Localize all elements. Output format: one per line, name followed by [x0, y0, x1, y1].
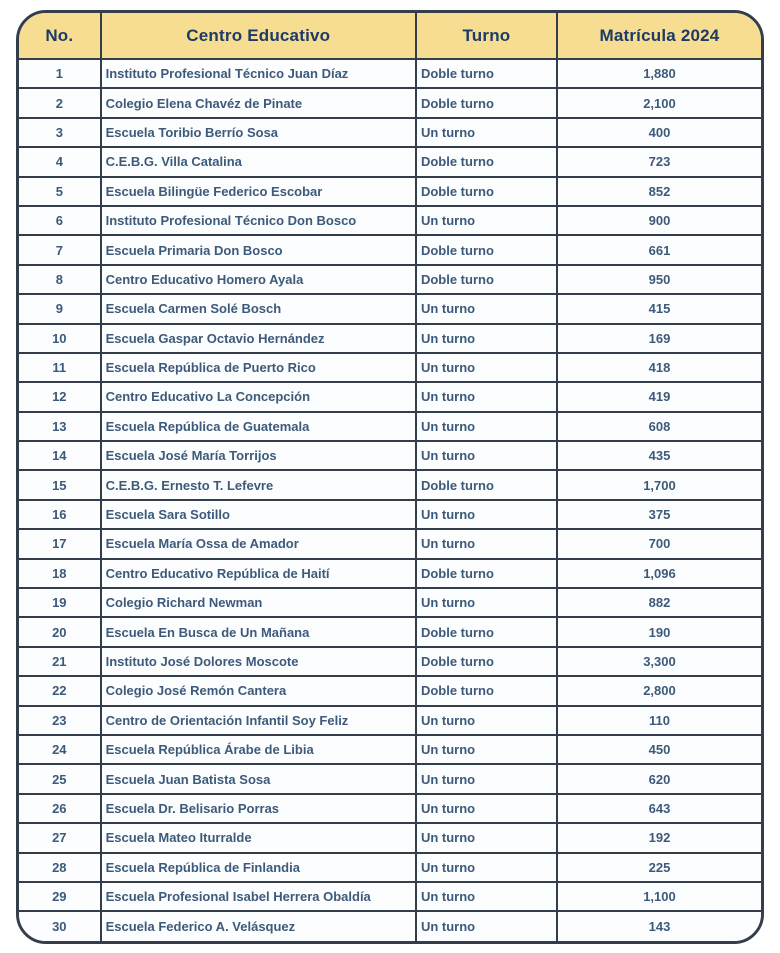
cell-centro: Escuela Bilingüe Federico Escobar: [101, 177, 416, 206]
cell-centro: Escuela En Busca de Un Mañana: [101, 617, 416, 646]
table-row: [19, 764, 761, 793]
cell-no: 28: [19, 853, 101, 882]
cell-centro: Colegio José Remón Cantera: [101, 676, 416, 705]
cell-centro: C.E.B.G. Ernesto T. Lefevre: [101, 470, 416, 499]
cell-centro: Escuela Primaria Don Bosco: [101, 235, 416, 264]
table-row: [19, 529, 761, 558]
column-header-turno: Turno: [416, 13, 557, 59]
cell-no: 24: [19, 735, 101, 764]
cell-matricula: 225: [557, 853, 761, 882]
cell-matricula: 110: [557, 706, 761, 735]
cell-no: 18: [19, 559, 101, 588]
cell-no: 1: [19, 59, 101, 88]
table-row: [19, 353, 761, 382]
table-header: [19, 13, 761, 59]
cell-turno: Un turno: [416, 500, 557, 529]
cell-matricula: 190: [557, 617, 761, 646]
cell-no: 20: [19, 617, 101, 646]
table-row: [19, 559, 761, 588]
cell-turno: Un turno: [416, 794, 557, 823]
cell-turno: Un turno: [416, 206, 557, 235]
cell-turno: Doble turno: [416, 235, 557, 264]
cell-turno: Un turno: [416, 823, 557, 852]
table-row: [19, 206, 761, 235]
cell-turno: Un turno: [416, 382, 557, 411]
cell-no: 15: [19, 470, 101, 499]
table-row: [19, 911, 761, 941]
cell-matricula: 2,800: [557, 676, 761, 705]
cell-matricula: 418: [557, 353, 761, 382]
cell-turno: Un turno: [416, 412, 557, 441]
table-row: [19, 412, 761, 441]
cell-turno: Doble turno: [416, 559, 557, 588]
cell-centro: Colegio Elena Chavéz de Pinate: [101, 88, 416, 117]
cell-matricula: 375: [557, 500, 761, 529]
cell-turno: Doble turno: [416, 617, 557, 646]
cell-turno: Un turno: [416, 324, 557, 353]
cell-no: 29: [19, 882, 101, 911]
cell-centro: Instituto José Dolores Moscote: [101, 647, 416, 676]
table-row: [19, 588, 761, 617]
table-row: [19, 676, 761, 705]
cell-turno: Doble turno: [416, 177, 557, 206]
cell-matricula: 1,880: [557, 59, 761, 88]
cell-centro: Escuela Mateo Iturralde: [101, 823, 416, 852]
table-row: [19, 823, 761, 852]
table-row: [19, 294, 761, 323]
cell-matricula: 852: [557, 177, 761, 206]
cell-matricula: 620: [557, 764, 761, 793]
table-row: [19, 470, 761, 499]
table-row: [19, 617, 761, 646]
cell-turno: Doble turno: [416, 647, 557, 676]
cell-no: 8: [19, 265, 101, 294]
cell-turno: Un turno: [416, 353, 557, 382]
cell-no: 27: [19, 823, 101, 852]
cell-turno: Doble turno: [416, 470, 557, 499]
cell-centro: C.E.B.G. Villa Catalina: [101, 147, 416, 176]
cell-no: 11: [19, 353, 101, 382]
table-row: [19, 382, 761, 411]
cell-no: 25: [19, 764, 101, 793]
cell-centro: Instituto Profesional Técnico Juan Díaz: [101, 59, 416, 88]
cell-turno: Doble turno: [416, 676, 557, 705]
cell-turno: Un turno: [416, 764, 557, 793]
cell-centro: Escuela Juan Batista Sosa: [101, 764, 416, 793]
cell-matricula: 1,100: [557, 882, 761, 911]
cell-no: 23: [19, 706, 101, 735]
table-row: [19, 647, 761, 676]
cell-matricula: 723: [557, 147, 761, 176]
table-row: [19, 500, 761, 529]
cell-centro: Escuela María Ossa de Amador: [101, 529, 416, 558]
table-row: [19, 59, 761, 88]
column-header-centro: Centro Educativo: [101, 13, 416, 59]
cell-no: 9: [19, 294, 101, 323]
cell-matricula: 3,300: [557, 647, 761, 676]
cell-turno: Un turno: [416, 441, 557, 470]
cell-centro: Escuela República de Guatemala: [101, 412, 416, 441]
cell-matricula: 450: [557, 735, 761, 764]
cell-centro: Escuela República de Puerto Rico: [101, 353, 416, 382]
table-row: [19, 794, 761, 823]
cell-matricula: 169: [557, 324, 761, 353]
cell-no: 21: [19, 647, 101, 676]
table-header-row: [19, 13, 761, 59]
cell-no: 26: [19, 794, 101, 823]
table-body: [19, 59, 761, 941]
table-row: [19, 882, 761, 911]
cell-centro: Escuela Sara Sotillo: [101, 500, 416, 529]
cell-turno: Un turno: [416, 706, 557, 735]
cell-centro: Escuela Gaspar Octavio Hernández: [101, 324, 416, 353]
cell-turno: Un turno: [416, 118, 557, 147]
cell-no: 17: [19, 529, 101, 558]
cell-matricula: 419: [557, 382, 761, 411]
cell-matricula: 143: [557, 911, 761, 941]
cell-no: 2: [19, 88, 101, 117]
table-row: [19, 235, 761, 264]
cell-matricula: 643: [557, 794, 761, 823]
cell-centro: Escuela Carmen Solé Bosch: [101, 294, 416, 323]
cell-turno: Doble turno: [416, 59, 557, 88]
column-header-matricula: Matrícula 2024: [557, 13, 761, 59]
cell-no: 6: [19, 206, 101, 235]
cell-no: 10: [19, 324, 101, 353]
cell-no: 13: [19, 412, 101, 441]
cell-centro: Escuela República Árabe de Libia: [101, 735, 416, 764]
cell-matricula: 882: [557, 588, 761, 617]
cell-matricula: 1,096: [557, 559, 761, 588]
table-row: [19, 118, 761, 147]
cell-turno: Un turno: [416, 882, 557, 911]
cell-turno: Doble turno: [416, 88, 557, 117]
cell-no: 7: [19, 235, 101, 264]
cell-centro: Escuela Federico A. Velásquez: [101, 911, 416, 941]
cell-matricula: 435: [557, 441, 761, 470]
cell-turno: Un turno: [416, 853, 557, 882]
cell-no: 14: [19, 441, 101, 470]
table-row: [19, 853, 761, 882]
cell-turno: Un turno: [416, 735, 557, 764]
cell-no: 12: [19, 382, 101, 411]
cell-centro: Centro Educativo Homero Ayala: [101, 265, 416, 294]
cell-no: 3: [19, 118, 101, 147]
cell-no: 16: [19, 500, 101, 529]
cell-centro: Centro Educativo República de Haití: [101, 559, 416, 588]
cell-centro: Escuela Dr. Belisario Porras: [101, 794, 416, 823]
table-row: [19, 735, 761, 764]
cell-no: 22: [19, 676, 101, 705]
cell-matricula: 700: [557, 529, 761, 558]
column-header-no: No.: [19, 13, 101, 59]
cell-matricula: 415: [557, 294, 761, 323]
cell-matricula: 661: [557, 235, 761, 264]
cell-no: 19: [19, 588, 101, 617]
cell-matricula: 900: [557, 206, 761, 235]
table-row: [19, 177, 761, 206]
cell-turno: Doble turno: [416, 147, 557, 176]
table-row: [19, 265, 761, 294]
cell-centro: Escuela José María Torrijos: [101, 441, 416, 470]
cell-no: 5: [19, 177, 101, 206]
cell-matricula: 400: [557, 118, 761, 147]
cell-centro: Escuela República de Finlandia: [101, 853, 416, 882]
cell-turno: Un turno: [416, 588, 557, 617]
cell-no: 30: [19, 911, 101, 941]
cell-turno: Un turno: [416, 529, 557, 558]
cell-centro: Instituto Profesional Técnico Don Bosco: [101, 206, 416, 235]
cell-centro: Centro de Orientación Infantil Soy Feliz: [101, 706, 416, 735]
cell-turno: Un turno: [416, 294, 557, 323]
cell-centro: Centro Educativo La Concepción: [101, 382, 416, 411]
table-row: [19, 706, 761, 735]
cell-turno: Un turno: [416, 911, 557, 941]
cell-centro: Escuela Toribio Berrío Sosa: [101, 118, 416, 147]
cell-matricula: 2,100: [557, 88, 761, 117]
cell-matricula: 608: [557, 412, 761, 441]
cell-centro: Escuela Profesional Isabel Herrera Obaldía: [101, 882, 416, 911]
table-row: [19, 147, 761, 176]
table-row: [19, 324, 761, 353]
enrollment-table: [19, 13, 761, 941]
table-row: [19, 441, 761, 470]
cell-matricula: 950: [557, 265, 761, 294]
enrollment-table-frame: [16, 10, 764, 944]
cell-matricula: 192: [557, 823, 761, 852]
table-row: [19, 88, 761, 117]
cell-centro: Colegio Richard Newman: [101, 588, 416, 617]
cell-matricula: 1,700: [557, 470, 761, 499]
cell-no: 4: [19, 147, 101, 176]
cell-turno: Doble turno: [416, 265, 557, 294]
